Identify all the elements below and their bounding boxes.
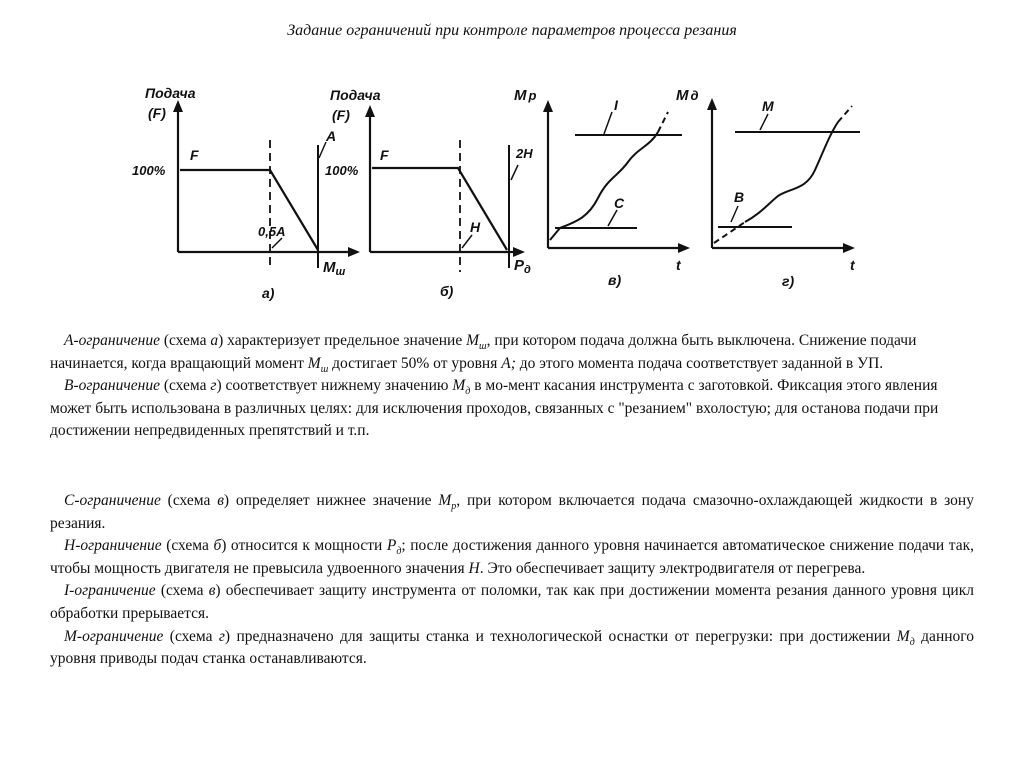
figure-c-caption: в) [608,272,622,288]
figure-b-line-label: 2H [516,146,533,161]
figure-a [132,85,360,301]
paragraph-c-limit: С-ограничение (схема в) определяет нижнее значение $М_р$, при котором включается подача смазочно-охлаждающей жидкости в зону резания. [50,492,974,532]
figure-d-upper-label: M [762,98,774,114]
figure-a-caption: а) [262,285,275,301]
paragraph-a-limit: А-ограничение (схема а) характеризует предельное значение $М_ш$, при котором подача должна быть выключена. Снижение подачи начинается, когда вращающий момент $М_ш$ достигает 50% от уровня А; до этого момента подача соответствует заданной в УП. [50,332,917,375]
figure-d-lower-label: B [734,189,745,205]
figure-b-caption: б) [440,283,454,299]
figure-b-y-label-2: (F) [332,107,350,123]
figure-b-pointer-H [462,235,472,248]
figure-c-lower-label: C [614,195,625,211]
figure-b-level-label: 100% [325,163,359,178]
figure-a-level-label: 100% [132,163,166,178]
figure-d-y-label: М д [676,87,699,104]
paragraph-b-limit: В-ограничение (схема г) соответствует нижнему значению $М_д$ в мо-мент касания инструмента с заготовкой. Фиксация этого явления может быть использована в различных целях: для исключения проходов, связанных с "резанием" вхолостую; для останова подачи при достижении непредвиденных препятствий и т.п. [50,377,939,440]
figure-d-caption: г) [782,273,795,289]
paragraph-h-limit: Н-ограничение (схема б) относится к мощности $Р_д$; после достижения данного уровня начинается автоматическое снижение подачи так, чтобы мощность двигателя не превысила удвоенного значения Н. Это обеспечивает защиту электродвигателя от перегрева. [50,537,974,577]
figure-a-y-label-2: (F) [148,105,166,121]
figure-b-x-label: $P_д$ [514,257,531,276]
figure-c-pointer-I [604,112,612,134]
text-block-2 [50,490,974,671]
text-block-1 [50,330,980,443]
paragraph-i-limit: I-ограничение (схема в) обеспечивает защиту инструмента от поломки, так как при достижении момента резания данного уровня цикл обработки прерывается. [50,582,974,622]
figure-c-moment-curve [550,132,658,240]
figure-d-pointer-M [760,114,768,130]
figure-a-curve-label: F [190,147,199,163]
figure-c-upper-label: I [614,97,618,113]
figure-c-pointer-C [608,210,617,226]
figure-b-dashed-label: H [470,219,481,235]
figure-d-moment-curve [745,122,838,222]
figure-a-x-label: $М_ш$ [323,259,346,278]
figure-a-y-label-1: Подача [145,85,196,101]
figure-d-moment-curve-dashed [838,106,852,122]
figure-d-pointer-B [731,206,738,222]
figure-b-y-label-1: Подача [330,87,381,103]
figure-b-curve-label: F [380,147,389,163]
figure-a-dashed-label: 0,5A [258,224,286,239]
figure-d-moment-curve-start [714,222,745,243]
paragraph-m-limit: М-ограничение (схема г) предназначено для защиты станка и технологической оснастки от перегрузки: при достижении $М_д$ данного уровня приводы подач станка останавливаются. [50,627,974,668]
figure-a-feed-curve [180,170,318,250]
figure-a-pointer-A [319,142,326,158]
figure-c-moment-curve-dashed [658,112,668,132]
slide-title: Задание ограничений при контроле параметров процесса резания [287,22,737,39]
figure-d [676,87,860,289]
figure-c [514,87,690,288]
figure-c-x-label: t [676,257,681,273]
figure-a-line-label: A [326,128,337,144]
figure-c-y-label: М р [514,87,537,104]
figure-b [325,87,533,299]
figure-b-pointer-2H [511,165,518,180]
figure-d-x-label: t [850,257,855,273]
figure-a-pointer-05A [272,238,282,248]
diagram-figures [0,0,1024,320]
figure-b-feed-curve [372,168,507,250]
